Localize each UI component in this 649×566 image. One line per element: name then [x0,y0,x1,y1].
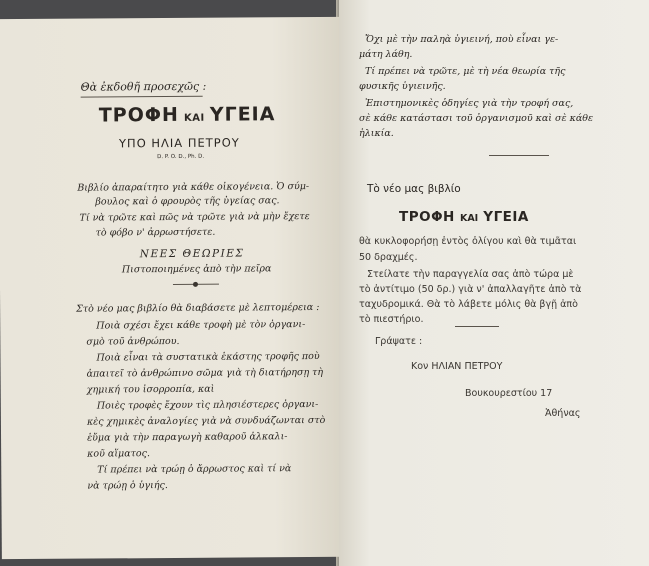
new-theories-heading: ΝΕΕΣ ΘΕΩΡΙΕΣ [139,247,245,261]
intro-line: τὸ φόβο ν' ἀρρωστήσετε. [95,226,216,239]
author: ΥΠΟ ΗΛΙΑ ΠΕΤΡΟΥ [118,135,240,151]
intro-line: Τί νὰ τρῶτε καὶ πῶς νὰ τρῶτε γιὰ νὰ μὴν ἔχετε [79,211,310,224]
body-line: τὸ πιεστήριο. [359,314,424,325]
title-word-kai: ΚΑΙ [183,112,205,124]
intro-line: βουλος καὶ ὁ φρουρὸς τῆς ὑγείας σας. [95,195,280,208]
credentials: D. P. O. D., Ph. D. [157,153,205,161]
announcement-underline [81,96,203,98]
body-line: τὸ ἀντίτιμο (50 δρ.) γιὰ ν' ἀπαλλαγῆτε ἀπὸ τὰ [359,284,582,295]
separator-rule [455,326,499,327]
body-line: χημική του ἰσορροπία, καὶ [86,383,215,396]
body-line: Στὸ νέο μας βιβλίο θὰ διαβάσετε μὲ λεπτομέρεια : [76,301,320,315]
body-line: Ποιὰ εἶναι τὰ συστατικὰ ἑκάστης τροφῆς ποὺ [96,350,320,364]
left-page [0,17,344,559]
street-address: Βουκουρεστίου 17 [465,388,553,399]
body-line: Στείλατε τὴν παραγγελία σας ἀπὸ τώρα μὲ [367,269,574,280]
body-line: ἑὔμα γιὰ τὴν παραγωγὴ καθαροῦ ἀλκαλι- [87,431,288,444]
body-line: μάτη λάθη. [359,49,413,60]
body-line: Ἐπιστημονικὲς ὁδηγίες γιὰ τὴν τροφή σας, [365,98,574,109]
title-word-trofi: ΤΡΟΦΗ [399,209,455,225]
announcement: Θὰ ἐκδοθῆ προσεχῶς : [80,79,207,94]
title-word-ygeia: ΥΓΕΙΑ [209,103,276,126]
body-line: φυσικῆς ὑγιεινῆς. [359,81,446,92]
title-word-ygeia: ΥΓΕΙΑ [483,209,529,225]
city: Ἀθήνας [545,408,581,419]
ornament-dot [193,282,198,287]
book-title [99,103,276,126]
body-line: Ὄχι μὲ τὴν παληὰ ὑγιεινή, ποὺ εἶναι γε- [365,34,559,45]
body-line: Ποιὲς τροφὲς ἔχουν τὶς πλησιέστερες ὀργανι- [96,398,319,412]
body-line: κοῦ αἵματος. [87,448,150,460]
body-line: νὰ τρώῃ ὁ ὑγιής. [87,480,168,492]
body-line: σμὸ τοῦ ἀνθρώπου. [86,335,180,348]
body-line: Τί πρέπει νὰ τρώῃ ὁ ἄρρωστος καὶ τί νὰ [97,463,292,476]
body-line: ἀπαιτεῖ τὸ ἀνθρώπινο σῶμα γιὰ τὴ διατήρησῃ τὴ [86,366,324,380]
title-word-trofi: ΤΡΟΦΗ [98,103,179,127]
body-line: κὲς χημικὲς ἀναλογίες γιὰ νὰ συνδυάζωνται στὸ [86,414,326,428]
write-label: Γράψατε : [375,336,423,347]
right-page [339,0,649,566]
addressee: Κον ΗΛΙΑΝ ΠΕΤΡΟΥ [411,361,503,372]
body-line: Τί πρέπει νὰ τρῶτε, μὲ τὴ νέα θεωρία τῆς [365,66,566,77]
body-line: 50 δραχμές. [359,252,418,263]
body-line: σὲ κάθε κατάστασι τοῦ ὀργανισμοῦ καὶ σὲ κάθε [359,113,594,124]
body-line: ταχυδρομικά. Θὰ τὸ λάβετε μόλις θὰ βγῇ ἀπὸ [359,299,578,310]
intro-line: Βιβλίο ἀπαραίτητο γιὰ κάθε οἰκογένεια. Ὁ σύμ- [77,181,310,194]
separator-rule [489,155,549,156]
body-line: ἡλικία. [359,128,394,139]
body-line: Ποιὰ σχέσι ἔχει κάθε τροφὴ μὲ τὸν ὀργανι- [96,319,306,332]
body-line: θὰ κυκλοφορήσῃ ἐντὸς ὀλίγου καὶ θὰ τιμᾶται [359,236,577,247]
verified-subheading: Πιστοποιημένες ἀπὸ τὴν πεῖρα [121,263,272,276]
title-word-kai: ΚΑΙ [459,213,479,224]
book-title [399,206,529,225]
new-book-label: Τὸ νέο μας βιβλίο [367,183,461,195]
